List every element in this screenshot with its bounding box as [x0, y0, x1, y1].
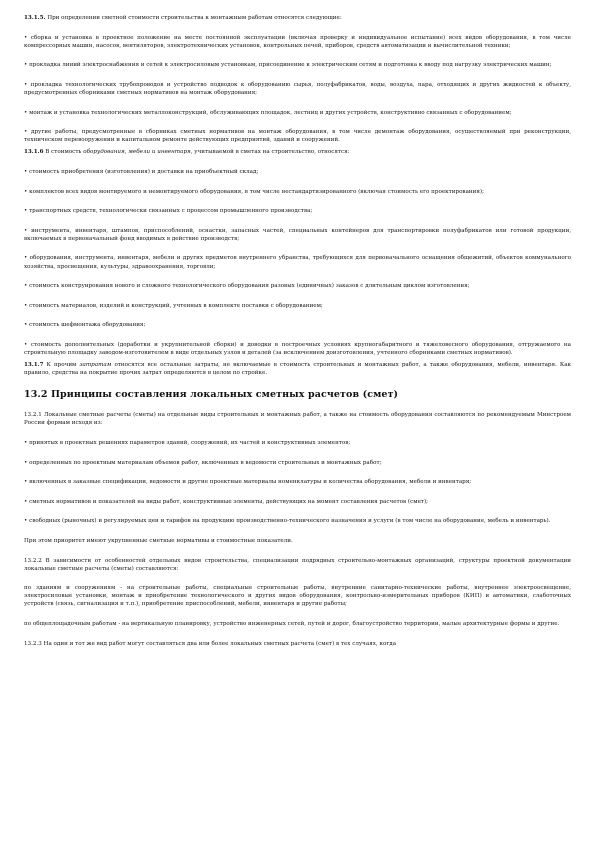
- paragraph-text: • другие работы, предусмотренные в сборниках сметных нормативов на монтаж оборудования, в том числе демонтаж оборудования, осуществляемый при реконструкции, техническом перевооружении и капитальном ремонте действующих предприятий, зданий и сооружений.: [24, 129, 571, 144]
- paragraph: [24, 498, 571, 506]
- paragraph: [24, 61, 571, 69]
- paragraph-text: относятся все остальные затраты, не включаемые в стоимость строительных и монтажных работ, а также оборудования, мебели, инвентаря. Как правило, средства на покрытие прочих затрат определяются в целом по стройке.: [24, 362, 572, 377]
- paragraph: [24, 207, 571, 215]
- paragraph: [24, 34, 571, 50]
- paragraph: [24, 517, 571, 525]
- paragraph-text: • стоимость дополнительных (доработки и укрупнительной сборки) и доводки в построечных условиях крупногабаритного и тяжеловесного оборудования, отгружаемого на строительную площадку заводом-изготовителем в виде отдельных узлов и деталей (за исключением доизготовления, учтенного сборниками сметных нормативов).: [24, 341, 571, 356]
- paragraph: [24, 640, 571, 648]
- paragraph-text: При определении сметной стоимости строительства к монтажным работам относятся следующие:: [47, 15, 342, 21]
- paragraph: [24, 478, 571, 486]
- paragraph-text: 13.2.1 Локальные сметные расчеты (сметы) на отдельные виды строительных и монтажных работ, а также на стоимость оборудования составляются по рекомендуемым Минстроем России формам исходя из:: [24, 412, 571, 427]
- paragraph: [24, 128, 571, 144]
- paragraph-text: • принятых в проектных решениях параметров зданий, сооружений, их частей и конструктивных элементов;: [24, 439, 351, 446]
- paragraph-text: 13.2.3 На один и тот же вид работ могут составляться два или более локальных сметных расчета (смет) в тех случаях, когда: [24, 640, 397, 647]
- emphasis-term: затратам: [79, 362, 112, 369]
- paragraph-text: 13.2.2 В зависимости от особенностей отдельных видов строительства, специализации подрядных строительно-монтажных организаций, структуры проектной документации локальные сметные расчеты (сметы) составляются:: [24, 557, 571, 572]
- clause-number: 13.1.6: [24, 149, 44, 156]
- paragraph-text: • определенных по проектным материалам объемов работ, включенных в ведомости строительных и монтажных работ;: [24, 459, 382, 466]
- paragraph: [24, 584, 571, 608]
- paragraph-text: • комплектов всех видов монтируемого и немонтируемого оборудования, в том числе нестандартизированного (включая стоимость его проектирования);: [24, 188, 484, 195]
- paragraph: [24, 148, 571, 156]
- paragraph-text: • стоимость материалов, изделий и конструкций, учтенных в комплекте поставки с оборудованием;: [24, 302, 323, 309]
- paragraph: [24, 620, 571, 628]
- paragraph-lead: В стоимость: [45, 149, 82, 156]
- paragraph: [24, 14, 571, 22]
- paragraph: [24, 557, 571, 573]
- paragraph: [24, 81, 571, 97]
- paragraph-text: • сметных нормативов и показателей на виды работ, конструктивные элементы, действующих на момент составления расчетов (смет);: [24, 498, 429, 505]
- paragraph-text: При этом приоритет имеют укрупненные сметные нормативы и стоимостные показатели.: [24, 537, 293, 544]
- paragraph-lead: К прочим: [46, 362, 77, 369]
- paragraph: [24, 282, 571, 290]
- paragraph: [24, 302, 571, 310]
- paragraph-text: • прокладка линий электроснабжения и сетей к электросиловым установкам, присоединение к электрическим сетям и подготовка к вводу под нагрузку электрических машин;: [24, 62, 552, 69]
- paragraph: [24, 439, 571, 447]
- paragraph: [24, 341, 571, 357]
- paragraph: [24, 537, 571, 545]
- paragraph-text: • стоимость приобретения (изготовления) и доставки на приобъектный склад;: [24, 168, 259, 175]
- clause-number: 13.1.5.: [24, 15, 46, 21]
- paragraph-text: • оборудования, инструмента, инвентаря, мебели и других предметов внутреннего убранства, требующихся для первоначального оснащения общежитий, объектов коммунального хозяйства, просвещения, культуры, здравоохранения, торговли;: [24, 255, 571, 270]
- emphasis-term: оборудования, мебели и инвентаря,: [83, 149, 193, 156]
- paragraph: [24, 459, 571, 467]
- paragraph-text: • стоимость шефмонтажа оборудования;: [24, 322, 146, 329]
- paragraph: [24, 411, 571, 427]
- paragraph-text: по зданиям и сооружениям - на строительные работы, специальные строительные работы, внутренние санитарно-технические работы, внутреннее электроосвещение, электросиловые установки, монтаж и приобретение технологического и других видов оборудования, контрольно-измерительных приборов (КИП) и автоматики, слаботочных устройств (связь, сигнализация и т.п.), приобретение приспособлений, мебели, инвентаря и другие работы;: [24, 585, 571, 608]
- paragraph: [24, 109, 571, 117]
- paragraph: [24, 188, 571, 196]
- paragraph-text: • транспортных средств, технологически связанных с процессом промышленного производства;: [24, 208, 313, 215]
- paragraph-text: • прокладка технологических трубопроводов и устройство подводок к оборудованию сырья, полуфабрикатов, воды, воздуха, пара, отходящих и других жидкостей к объекту, предусмотренных сборниками сметных нормативов на монтаж оборудования;: [24, 81, 571, 96]
- paragraph: [24, 168, 571, 176]
- paragraph: [24, 321, 571, 329]
- paragraph-text: • сборка и установка в проектное положение на месте постоянной эксплуатации (включая проверку и индивидуальное испытание) всех видов оборудования, в том числе компрессорных машин, насосов, вентиляторов, электротехнических установок, контрольных печей, приборов, средств автоматизации и вычислительной техники;: [24, 34, 571, 49]
- paragraph-text: • включенных в заказные спецификации, ведомости и другие проектные материалы номенклатуры и количества оборудования, мебели и инвентаря;: [24, 479, 472, 486]
- paragraph: [24, 254, 571, 270]
- paragraph-text: • стоимость конструирования нового и сложного технологического оборудования разовых (единичных) заказов с длительным циклом изготовления;: [24, 283, 470, 290]
- section-heading: 13.2 Принципы составления локальных сметных расчетов (смет): [24, 389, 399, 401]
- paragraph-text: учитываемой в сметах на строительство, относятся:: [194, 149, 350, 156]
- clause-number: 13.1.7: [24, 362, 44, 369]
- paragraph-text: • свободных (рыночных) и регулируемых цен и тарифов на продукцию производственно-технического назначения и услуги (в том числе на оборудование, мебель и инвентарь).: [24, 518, 551, 525]
- paragraph-text: по общеплощадочным работам - на вертикальную планировку, устройство инженерных сетей, путей и дорог, благоустройство территории, малые архитектурные формы и другие.: [24, 620, 560, 627]
- paragraph-text: • монтаж и установка технологических металлоконструкций, обслуживающих площадок, лестниц и других устройств, конструктивно связанных с оборудованием;: [24, 109, 512, 116]
- paragraph-text: • инструмента, инвентаря, штампов, приспособлений, оснастки, запасных частей, специальных контейнеров для транспортировки полуфабрикатов или готовой продукции, включаемых в первоначальный фонд вводимых в действие производств;: [24, 227, 571, 242]
- paragraph: [24, 227, 571, 243]
- paragraph: [24, 361, 571, 377]
